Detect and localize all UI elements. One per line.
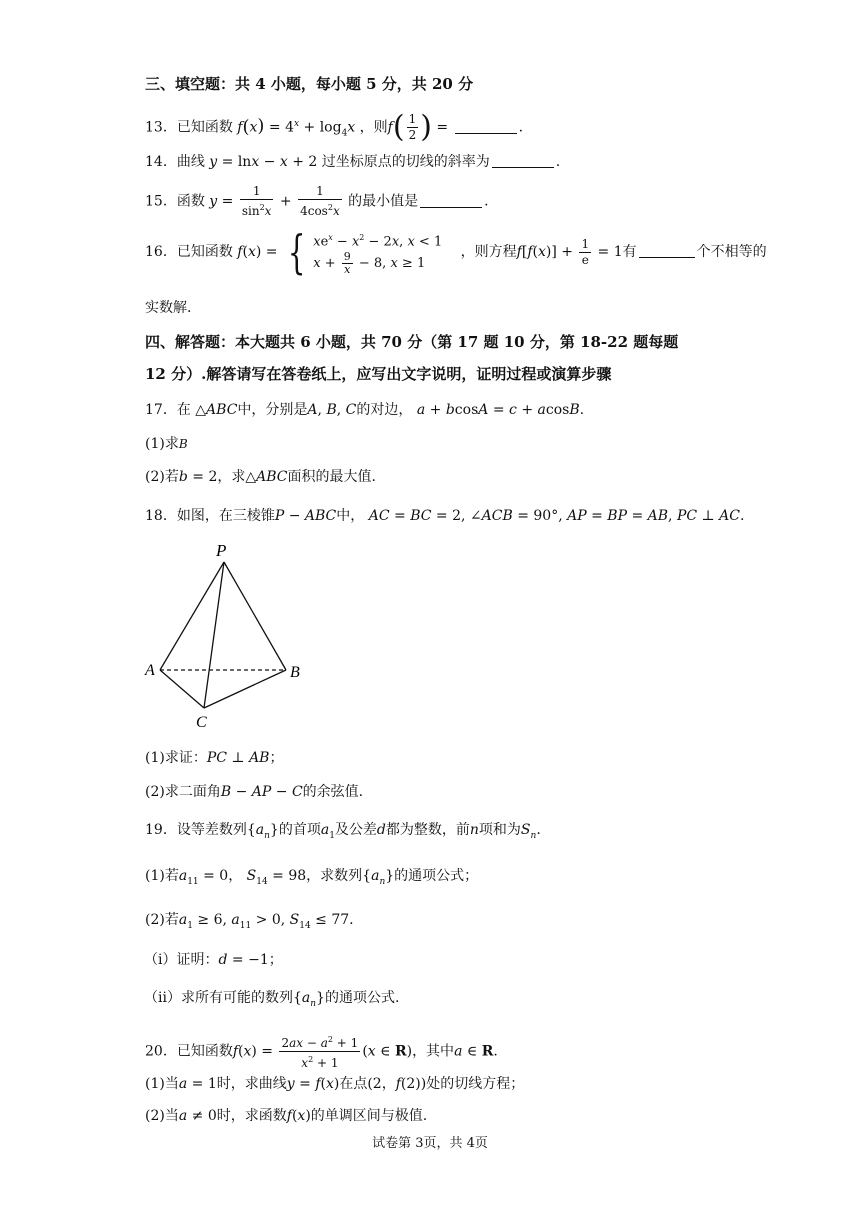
section-4-heading-line-1: 四、解答题：本大题共 6 小题，共 70 分（第 17 题 10 分，第 18-22 题每题 (145, 333, 679, 351)
answer-blank-15[interactable] (420, 193, 482, 208)
question-17-part-1: (1)求B (145, 436, 188, 452)
edge-bc (204, 670, 286, 708)
label-p: P (216, 541, 227, 560)
question-20-part-2: (2)当a ≠ 0时，求函数f(x)的单调区间与极值. (145, 1108, 428, 1124)
label-c: C (196, 714, 207, 731)
edge-pb (224, 562, 286, 670)
question-13: 13．已知函数 $f(x) = 4^x + \log_4x$ ，则f( $\frac{1}{2}$ ) = . (145, 109, 524, 145)
tetrahedron-figure (140, 540, 320, 740)
question-19-part-2-ii: （ii）求所有可能的数列$\{a_n\}$的通项公式. (144, 990, 400, 1009)
answer-blank-13[interactable] (455, 119, 517, 134)
question-18-stem: 18．如图，在三棱锥P − ABC中， AC = BC = 2, ∠ACB = 90°, AP = BP = AB, PC ⊥ AC. (145, 508, 745, 524)
question-16: 16．已知函数 f(x) = { $xe^x - x^2 - 2x$, x < 1 x + $\frac{9}{x}$ − 8, x ≥ 1 ，则方程f[f(x)] + $\frac{1}{e}$ = 1有 个不相等的 (145, 225, 767, 280)
question-18-part-1: (1)求证：PC ⊥ AB； (145, 750, 284, 766)
section-3-heading: 三、填空题：共 4 小题，每小题 5 分，共 20 分 (145, 75, 474, 93)
edge-pc (204, 562, 224, 708)
section-4-heading-line-2: 12 分）.解答请写在答卷纸上，应写出文字说明，证明过程或演算步骤 (145, 365, 612, 383)
question-16-continued: 实数解. (145, 300, 192, 316)
edge-pa (160, 562, 224, 670)
question-19-part-2: (2)若$a_1 \ge 6$, $a_{11} > 0$, $S_{14} \le 77$. (145, 912, 354, 931)
question-17-stem: 17．在 △ABC中，分别是A, B, C的对边， a + bcosA = c + acosB. (145, 402, 585, 418)
question-19-part-1: (1)若$a_{11} = 0$， $S_{14} = 98$，求数列$\{a_n\}$的通项公式； (145, 868, 479, 887)
question-19-stem: 19．设等差数列$\{a_n\}$的首项$a_1$及公差d都为整数，前n项和为$S_n$. (145, 822, 541, 841)
question-17-part-2: (2)若b = 2，求△ABC面积的最大值. (145, 469, 376, 485)
page-footer: 试卷第 3页，共 4页 (372, 1136, 488, 1151)
question-19-part-2-i: （i）证明：d = −1； (144, 952, 283, 968)
question-14: 14．曲线 y = lnx − x + 2 过坐标原点的切线的斜率为 . (145, 154, 561, 170)
label-b: B (290, 664, 300, 681)
question-20-part-1: (1)当a = 1时，求曲线y = f(x)在点(2，f(2))处的切线方程； (145, 1076, 525, 1092)
question-15: 15．函数 y = $\frac{1}{\sin^2x}$ + $\frac{1}{4\cos^2x}$ 的最小值是 . (145, 184, 489, 218)
answer-blank-14[interactable] (492, 153, 554, 168)
answer-blank-16[interactable] (639, 243, 695, 258)
edge-ac (160, 670, 204, 708)
question-18-part-2: (2)求二面角B − AP − C的余弦值. (145, 784, 364, 800)
label-a: A (145, 662, 155, 679)
question-20-stem: 20．已知函数f(x) = $\frac{2ax - a^2 + 1}{x^2 + 1}$ (x ∈ R)，其中a ∈ R. (145, 1032, 498, 1071)
